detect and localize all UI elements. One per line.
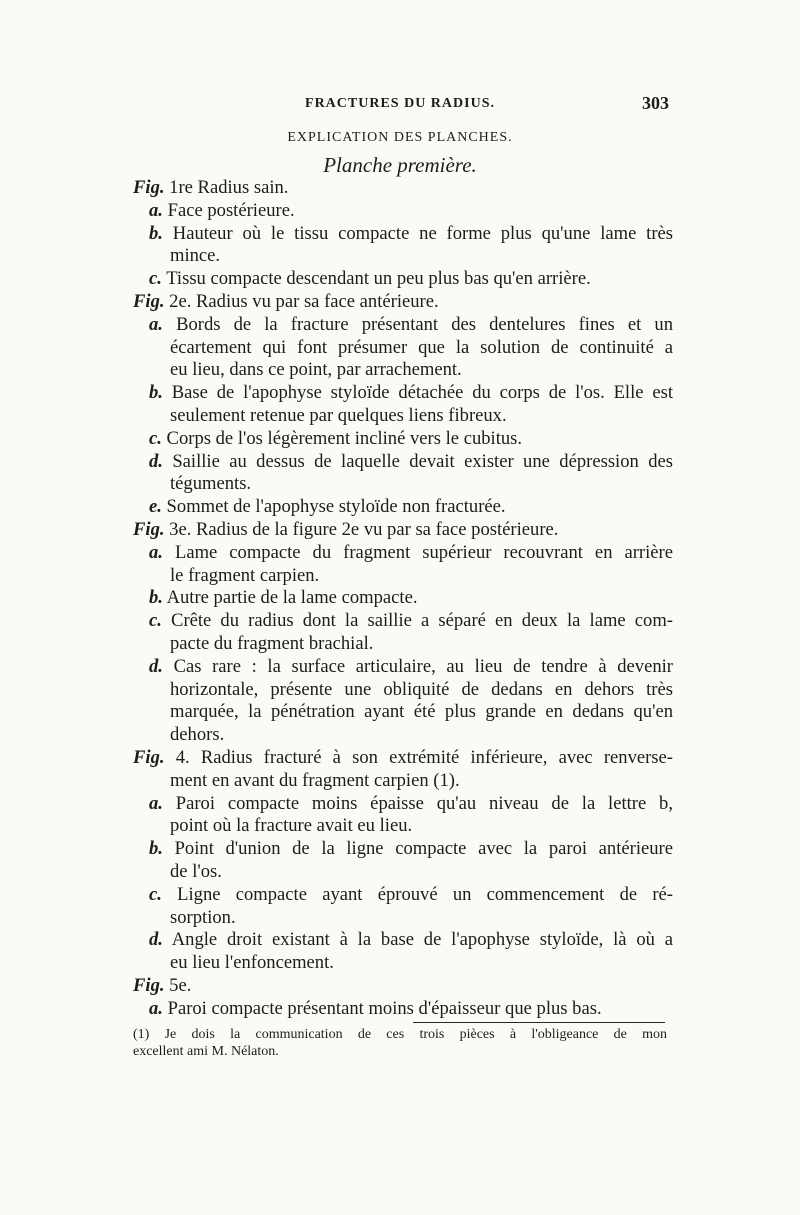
text-line: Fig. 4. Radius fracturé à son extrémité inférieure, avec renverse- bbox=[133, 746, 673, 768]
text-line: ment en avant du fragment carpien (1). bbox=[170, 769, 460, 791]
text-line: c. Corps de l'os légèrement incliné vers le cubitus. bbox=[149, 427, 523, 449]
item-marker: a. bbox=[149, 199, 163, 221]
item-marker: b. bbox=[149, 587, 163, 609]
footnote-line: excellent ami M. Nélaton. bbox=[133, 1044, 279, 1059]
text-line: b. Autre partie de la lame compacte. bbox=[149, 587, 418, 609]
text-line: a. Face postérieure. bbox=[149, 199, 295, 221]
text-line: d. Saillie au dessus de laquelle devait exister une dépression des bbox=[149, 450, 673, 472]
text-line: c. Ligne compacte ayant éprouvé un commencement de ré- bbox=[149, 883, 673, 905]
text-line: d. Angle droit existant à la base de l'apophyse styloïde, là où a bbox=[149, 929, 673, 951]
item-marker: a. bbox=[149, 541, 163, 563]
text-line: seulement retenue par quelques liens fibreux. bbox=[170, 404, 507, 426]
section-heading: EXPLICATION DES PLANCHES. bbox=[287, 130, 513, 145]
text-line: a. Bords de la fracture présentant des dentelures fines et un bbox=[149, 313, 673, 335]
running-title: FRACTURES DU RADIUS. bbox=[305, 96, 495, 111]
text-line: c. Tissu compacte descendant un peu plus bas qu'en arrière. bbox=[149, 268, 591, 290]
item-marker: a. bbox=[149, 313, 163, 335]
item-marker: Fig. bbox=[133, 518, 165, 540]
text-line: a. Lame compacte du fragment supérieur recouvrant en arrière bbox=[149, 541, 673, 563]
item-marker: Fig. bbox=[133, 177, 165, 198]
item-marker: Fig. bbox=[133, 746, 165, 768]
item-marker: a. bbox=[149, 792, 163, 814]
text-line: a. Paroi compacte présentant moins d'épaisseur que plus bas. bbox=[149, 997, 602, 1019]
text-line: dehors. bbox=[170, 724, 225, 746]
item-marker: e. bbox=[149, 496, 162, 518]
footnote-line: (1) Je dois la communication de ces trois pièces à l'obligeance de mon bbox=[133, 1027, 667, 1042]
text-line: horizontale, présente une obliquité de dedans en dehors très bbox=[170, 678, 673, 700]
text-line: point où la fracture avait eu lieu. bbox=[170, 815, 413, 837]
text-line: a. Paroi compacte moins épaisse qu'au niveau de la lettre b, bbox=[149, 792, 673, 814]
text-line: Fig. 1re Radius sain. bbox=[133, 177, 289, 198]
item-marker: c. bbox=[149, 427, 162, 449]
text-line: Fig. 2e. Radius vu par sa face antérieure. bbox=[133, 290, 439, 312]
footnote bbox=[133, 1026, 667, 1060]
item-marker: d. bbox=[149, 450, 163, 472]
page-number: 303 bbox=[642, 93, 669, 113]
text-line: b. Hauteur où le tissu compacte ne forme plus qu'une lame très bbox=[149, 222, 673, 244]
body-text bbox=[133, 177, 673, 1020]
item-marker: b. bbox=[149, 838, 163, 860]
text-line: eu lieu, dans ce point, par arrachement. bbox=[170, 359, 462, 381]
text-line: le fragment carpien. bbox=[170, 564, 320, 586]
item-marker: b. bbox=[149, 382, 163, 404]
footnote-rule bbox=[413, 1022, 665, 1023]
text-line: eu lieu l'enfoncement. bbox=[170, 952, 334, 974]
text-line: b. Base de l'apophyse styloïde détachée du corps de l'os. Elle est bbox=[149, 382, 673, 404]
text-line: écartement qui font présumer que la solution de continuité a bbox=[170, 336, 673, 358]
text-line: marquée, la pénétration ayant été plus grande en dedans qu'en bbox=[170, 701, 673, 723]
item-marker: c. bbox=[149, 883, 162, 905]
text-line: d. Cas rare : la surface articulaire, au lieu de tendre à devenir bbox=[149, 655, 673, 677]
item-marker: Fig. bbox=[133, 974, 165, 996]
item-marker: b. bbox=[149, 222, 163, 244]
text-line: pacte du fragment brachial. bbox=[170, 632, 374, 654]
text-line: sorption. bbox=[170, 906, 236, 928]
text-line: Fig. 5e. bbox=[133, 974, 192, 996]
text-line: téguments. bbox=[170, 473, 252, 495]
text-line: mince. bbox=[170, 245, 221, 267]
item-marker: d. bbox=[149, 655, 163, 677]
plate-heading: Planche première. bbox=[323, 153, 477, 177]
item-marker: d. bbox=[149, 929, 163, 951]
text-line: c. Crête du radius dont la saillie a séparé en deux la lame com- bbox=[149, 610, 673, 632]
text-line: e. Sommet de l'apophyse styloïde non fracturée. bbox=[149, 496, 506, 518]
item-marker: c. bbox=[149, 610, 162, 632]
item-marker: a. bbox=[149, 997, 163, 1019]
item-marker: Fig. bbox=[133, 290, 165, 312]
text-line: Fig. 3e. Radius de la figure 2e vu par sa face postérieure. bbox=[133, 518, 559, 540]
item-marker: c. bbox=[149, 268, 162, 290]
text-line: de l'os. bbox=[170, 860, 222, 882]
text-line: b. Point d'union de la ligne compacte avec la paroi antérieure bbox=[149, 838, 673, 860]
